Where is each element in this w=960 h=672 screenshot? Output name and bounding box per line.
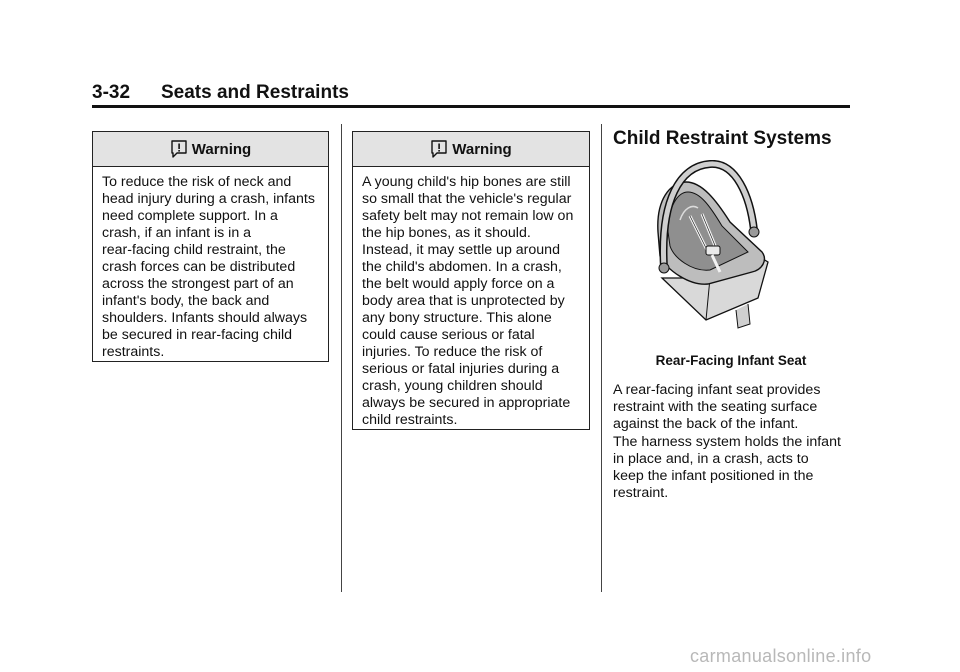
text-line: across the strongest part of an: [102, 276, 294, 292]
warning-title: Warning: [191, 140, 252, 158]
text-line: To reduce the risk of neck and: [102, 174, 292, 190]
text-line: rear-facing child restraint, the: [102, 242, 286, 258]
section-title: Child Restraint Systems: [613, 128, 832, 149]
text-line: crash, young children should: [362, 378, 543, 394]
header-rule: [92, 105, 850, 108]
text-line: A young child's hip bones are still: [362, 174, 571, 190]
text-line: A rear-facing infant seat provides: [613, 382, 821, 398]
page-header: [92, 82, 850, 104]
figure-caption: Rear-Facing Infant Seat: [655, 353, 807, 368]
warning-box: [92, 131, 329, 362]
warning-header: [353, 132, 589, 167]
text-line: the belt would apply force on a: [362, 276, 555, 292]
warning-text: [353, 167, 589, 429]
text-line: child restraints.: [362, 412, 458, 428]
warning-triangle-icon: [430, 140, 448, 158]
warning-title: Warning: [452, 140, 512, 158]
text-line: shoulders. Infants should always: [102, 310, 308, 326]
text-line: safety belt may not remain low on: [362, 208, 574, 224]
paragraph: [613, 434, 841, 502]
text-line: could cause serious or fatal: [362, 327, 535, 343]
text-line: the child's abdomen. In a crash,: [362, 259, 562, 275]
text-line: infant's body, the back and: [102, 293, 270, 309]
warning-text: [93, 167, 328, 361]
watermark: carmanualsonline.info: [690, 646, 872, 666]
warning-box: [352, 131, 590, 430]
text-line: The harness system holds the infant: [613, 434, 841, 450]
text-line: serious or fatal injuries during a: [362, 361, 560, 377]
text-line: so small that the vehicle's regular: [362, 191, 572, 207]
text-line: crash, if an infant is in a: [102, 225, 252, 241]
text-line: Instead, it may settle up around: [362, 242, 560, 258]
text-line: in place and, in a crash, acts to: [613, 451, 809, 467]
text-line: the hip bones, as it should.: [362, 225, 531, 241]
column-divider: [601, 124, 602, 592]
chapter-title: Seats and Restraints: [161, 82, 349, 103]
text-line: keep the infant positioned in the: [613, 468, 814, 484]
warning-triangle-icon: [170, 140, 188, 158]
page-number: 3-32: [92, 82, 131, 103]
text-line: be secured in rear-facing child: [102, 327, 293, 343]
text-line: restraints.: [102, 344, 165, 360]
warning-header: [93, 132, 328, 167]
text-line: any bony structure. This alone: [362, 310, 552, 326]
text-line: crash forces can be distributed: [102, 259, 296, 275]
text-line: against the back of the infant.: [613, 416, 799, 432]
text-line: injuries. To reduce the risk of: [362, 344, 543, 360]
text-line: need complete support. In a: [102, 208, 278, 224]
text-line: head injury during a crash, infants: [102, 191, 315, 207]
infant-seat-illustration: [650, 160, 776, 332]
paragraph: [613, 382, 820, 433]
text-line: restraint with the seating surface: [613, 399, 818, 415]
column-divider: [341, 124, 342, 592]
text-line: restraint.: [613, 485, 669, 501]
text-line: always be secured in appropriate: [362, 395, 571, 411]
text-line: body area that is unprotected by: [362, 293, 565, 309]
